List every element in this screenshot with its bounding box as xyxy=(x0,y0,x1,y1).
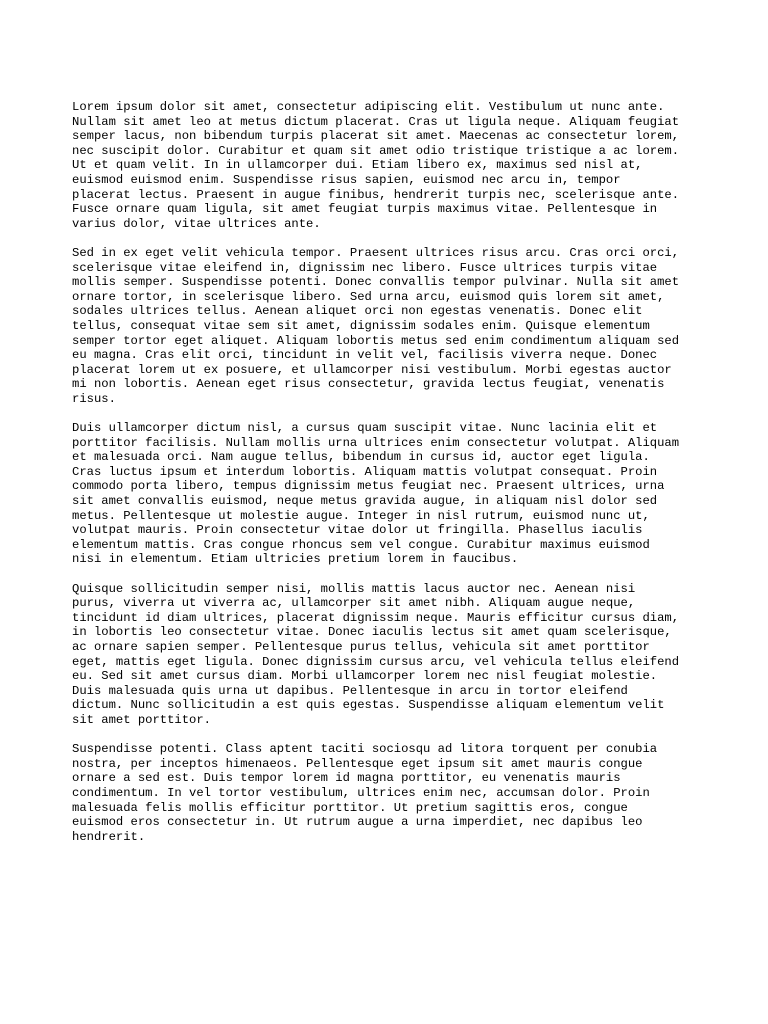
paragraph-1: Lorem ipsum dolor sit amet, consectetur adipiscing elit. Vestibulum ut nunc ante. Nullam sit amet leo at metus dictum placerat. Cras ut ligula neque. Aliquam feugiat semper lacus, non bibendum turpis placerat sit amet. Maecenas ac consectetur lorem, nec suscipit dolor. Curabitur et quam sit amet odio tristique tristique a ac lorem. Ut et quam velit. In in ullamcorper dui. Etiam libero ex, maximus sed nisl at, euismod euismod enim. Suspendisse risus sapien, euismod nec arcu in, tempor placerat lectus. Praesent in augue finibus, hendrerit turpis nec, scelerisque ante. Fusce ornare quam ligula, sit amet feugiat turpis maximus vitae. Pellentesque in varius dolor, vitae ultrices ante. xyxy=(72,100,680,231)
paragraph-2: Sed in ex eget velit vehicula tempor. Praesent ultrices risus arcu. Cras orci orci, scelerisque vitae eleifend in, dignissim nec libero. Fusce ultrices turpis vitae mollis semper. Suspendisse potenti. Donec convallis tempor pulvinar. Nulla sit amet ornare tortor, in scelerisque libero. Sed urna arcu, euismod quis lorem sit amet, sodales ultrices tellus. Aenean aliquet orci non egestas venenatis. Donec elit tellus, consequat vitae sem sit amet, dignissim sodales enim. Quisque elementum semper tortor eget aliquet. Aliquam lobortis metus sed enim condimentum aliquam sed eu magna. Cras elit orci, tincidunt in velit vel, facilisis viverra neque. Donec placerat lorem ut ex posuere, et ullamcorper nisi vestibulum. Morbi egestas auctor mi non lobortis. Aenean eget risus consectetur, gravida lectus feugiat, venenatis risus. xyxy=(72,245,680,406)
paragraph-5: Suspendisse potenti. Class aptent taciti sociosqu ad litora torquent per conubia nostra, per inceptos himenaeos. Pellentesque eget ipsum sit amet mauris congue ornare a sed est. Duis tempor lorem id magna porttitor, eu venenatis mauris condimentum. In vel tortor vestibulum, ultrices enim nec, accumsan dolor. Proin malesuada felis mollis efficitur porttitor. Ut pretium sagittis eros, congue euismod eros consectetur in. Ut rutrum augue a urna imperdiet, nec dapibus leo hendrerit. xyxy=(72,742,658,844)
paragraph-4: Quisque sollicitudin semper nisi, mollis mattis lacus auctor nec. Aenean nisi purus, viverra ut viverra ac, ullamcorper sit amet nibh. Aliquam augue neque, tincidunt id diam ultrices, placerat dignissim neque. Mauris efficitur cursus diam, in lobortis leo consectetur vitae. Donec iaculis lectus sit amet quam scelerisque, ac ornare sapien semper. Pellentesque purus tellus, vehicula sit amet porttitor eget, mattis eget ligula. Donec dignissim cursus arcu, vel vehicula tellus eleifend eu. Sed sit amet cursus diam. Morbi ullamcorper lorem nec nisl feugiat molestie. Duis malesuada quis urna ut dapibus. Pellentesque in arcu in tortor eleifend dictum. Nunc sollicitudin a est quis egestas. Suspendisse aliquam elementum velit sit amet porttitor. xyxy=(72,581,680,727)
paragraph-3: Duis ullamcorper dictum nisl, a cursus quam suscipit vitae. Nunc lacinia elit et porttitor facilisis. Nullam mollis urna ultrices enim consectetur volutpat. Aliquam et malesuada orci. Nam augue tellus, bibendum in cursus id, auctor eget ligula. Cras luctus ipsum et interdum lobortis. Aliquam mattis volutpat consequat. Proin commodo porta libero, tempus dignissim metus feugiat nec. Praesent ultrices, urna sit amet convallis euismod, neque metus gravida augue, in aliquam nisl dolor sed metus. Pellentesque ut molestie augue. Integer in nisl rutrum, euismod nunc ut, volutpat mauris. Proin consectetur vitae dolor ut fringilla. Phasellus iaculis elementum mattis. Cras congue rhoncus sem vel congue. Curabitur maximus euismod nisi in elementum. Etiam ultricies pretium lorem in faucibus. xyxy=(72,421,680,567)
document-body xyxy=(72,100,712,859)
